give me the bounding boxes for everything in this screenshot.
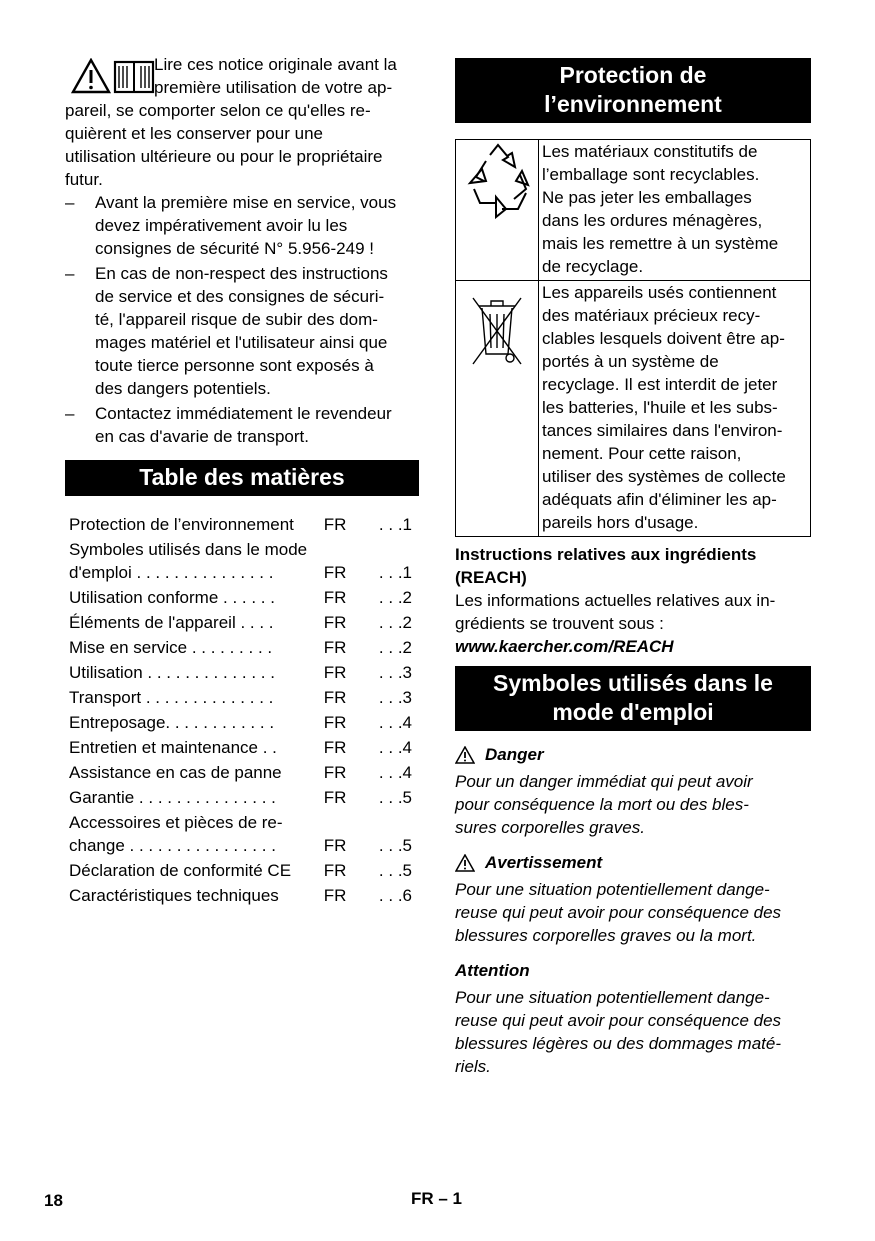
toc-page: . . .4 <box>378 713 412 732</box>
intro-line: pareil, se comporter selon ce qu'elles re- <box>65 101 371 120</box>
toc-row[interactable] <box>65 586 419 609</box>
toc-row[interactable] <box>65 661 419 684</box>
toc-page: . . .5 <box>378 836 412 855</box>
toc-row[interactable] <box>65 761 419 784</box>
page-number: 18 <box>44 1191 63 1210</box>
toc-title: Mise en service . . . . . . . . . <box>69 638 273 657</box>
intro-line: futur. <box>65 170 103 189</box>
reach-url-link[interactable]: www.kaercher.com/REACH <box>455 637 674 656</box>
toc-row[interactable] <box>65 786 419 809</box>
toc-page: . . .6 <box>378 886 412 905</box>
toc-row[interactable] <box>65 686 419 709</box>
weee-row <box>456 281 811 537</box>
intro-section <box>65 53 419 448</box>
intro-rest-lines <box>65 99 419 191</box>
toc-title: Déclaration de conformité CE <box>69 861 292 880</box>
recycle-row <box>456 140 811 281</box>
toc-title: Éléments de l'appareil . . . . <box>69 613 274 632</box>
bullet-line: en cas d'avarie de transport. <box>95 427 309 446</box>
intro-bullet-list <box>65 191 419 448</box>
bullet-line: Avant la première mise en service, vous <box>95 193 397 212</box>
toc-lang: FR <box>323 663 347 682</box>
bullet-line: consignes de sécurité N° 5.956-249 ! <box>95 239 374 258</box>
toc-lang: FR <box>323 515 347 534</box>
symbols-heading <box>455 666 811 731</box>
toc-title: Utilisation conforme . . . . . . <box>69 588 275 607</box>
toc-lang: FR <box>323 861 347 880</box>
toc-title: Accessoires et pièces de re- change . . . . . . . . . . . . . . . . <box>69 813 283 855</box>
heading-line: Protection de <box>559 62 707 88</box>
toc-row[interactable] <box>65 859 419 882</box>
reach-title: Instructions relatives aux ingrédients (REACH) <box>455 545 757 587</box>
left-column <box>65 53 419 909</box>
warning-label: Avertissement <box>455 851 811 874</box>
toc-lang: FR <box>323 588 347 607</box>
weee-text: Les appareils usés contiennent des matériaux précieux recy- clables lesquels doivent être ap- portés à un système de recyclage. Il est interdit de jeter les batteries, l'huile et les subs- tances similaires dans l'environ- nement. Pour cette raison, utiliser des systèmes de collecte adéquats afin d'éliminer les ap- pareils hors d'usage. <box>539 281 811 537</box>
bullet-line: de service et des consignes de sécuri- <box>95 287 385 306</box>
toc-title: Garantie . . . . . . . . . . . . . . . <box>69 788 276 807</box>
toc-lang: FR <box>323 713 347 732</box>
toc-title: Transport . . . . . . . . . . . . . . <box>69 688 274 707</box>
recycle-icon-cell <box>456 140 539 281</box>
toc-title: Symboles utilisés dans le mode d'emploi . . . . . . . . . . . . . . . <box>69 540 308 582</box>
bullet-line: toute tierce personne sont exposés à <box>95 356 374 375</box>
bullet-item <box>65 262 419 400</box>
toc-page: . . .1 <box>378 563 412 582</box>
dash-marker: – <box>65 404 75 423</box>
toc-lang: FR <box>323 613 347 632</box>
toc-title: Assistance en cas de panne <box>69 763 282 782</box>
toc-lang: FR <box>323 763 347 782</box>
warning-text: Pour une situation potentiellement dange- reuse qui peut avoir pour conséquence des blessures corporelles graves ou la mort. <box>455 880 782 945</box>
toc-row[interactable] <box>65 538 419 584</box>
environment-table <box>455 139 811 537</box>
toc-page: . . .2 <box>378 588 412 607</box>
toc-lang: FR <box>323 563 347 582</box>
toc-lang: FR <box>323 788 347 807</box>
toc-title: Entreposage. . . . . . . . . . . . <box>69 713 275 732</box>
bullet-line: des dangers potentiels. <box>95 379 271 398</box>
intro-line: Lire ces notice originale avant la <box>154 55 397 74</box>
toc-title: Entretien et maintenance . . <box>69 738 277 757</box>
crossed-bin-icon <box>467 288 527 372</box>
toc-row[interactable] <box>65 884 419 907</box>
toc-heading: Table des matières <box>65 460 419 496</box>
recycle-text: Les matériaux constitutifs de l’emballage sont recyclables. Ne pas jeter les emballages dans les ordures ménagères, mais les remettre à un système de recyclage. <box>539 140 811 281</box>
toc-lang: FR <box>323 688 347 707</box>
warning-triangle-icon <box>455 854 475 872</box>
bullet-line: mages matériel et l'utilisateur ainsi que <box>95 333 388 352</box>
intro-line: utilisation ultérieure ou pour le propriétaire <box>65 147 383 166</box>
heading-line: Symboles utilisés dans le <box>493 670 773 696</box>
toc-page: . . .4 <box>378 763 412 782</box>
toc-page: . . .2 <box>378 613 412 632</box>
toc-page: . . .1 <box>378 515 412 534</box>
toc-page: . . .4 <box>378 738 412 757</box>
dash-marker: – <box>65 193 75 212</box>
toc-row[interactable] <box>65 736 419 759</box>
toc-lang: FR <box>323 738 347 757</box>
toc-page: . . .2 <box>378 638 412 657</box>
toc-row[interactable] <box>65 711 419 734</box>
toc-lang: FR <box>323 886 347 905</box>
bullet-line: En cas de non-respect des instructions <box>95 264 388 283</box>
lang-page-label: FR – 1 <box>411 1189 463 1208</box>
toc-lang: FR <box>323 638 347 657</box>
bullet-line: Contactez immédiatement le revendeur <box>95 404 392 423</box>
bullet-line: devez impérativement avoir lu les <box>95 216 348 235</box>
weee-icon-cell <box>456 281 539 537</box>
right-column <box>455 58 811 1078</box>
recycle-icon <box>462 141 532 221</box>
environment-heading <box>455 58 811 123</box>
heading-line: mode d'emploi <box>552 699 714 725</box>
warning-manual-icon <box>71 58 155 94</box>
dash-marker: – <box>65 264 75 283</box>
toc-page: . . .5 <box>378 788 412 807</box>
toc-title: Protection de l’environnement <box>69 515 294 534</box>
toc-row[interactable] <box>65 611 419 634</box>
toc-row[interactable] <box>65 513 419 536</box>
toc-title: Caractéristiques techniques <box>69 886 279 905</box>
bullet-item <box>65 402 419 448</box>
bullet-item <box>65 191 419 260</box>
heading-line: l’environnement <box>544 91 722 117</box>
danger-label: Danger <box>455 743 811 766</box>
toc-page: . . .3 <box>378 663 412 682</box>
reach-text: Les informations actuelles relatives aux in- grédients se trouvent sous : <box>455 591 776 633</box>
toc-page: . . .5 <box>378 861 412 880</box>
toc-lang: FR <box>323 836 347 855</box>
danger-text: Pour un danger immédiat qui peut avoir pour conséquence la mort ou des bles- sures corporelles graves. <box>455 772 753 837</box>
table-of-contents <box>65 513 419 907</box>
toc-page: . . .3 <box>378 688 412 707</box>
toc-row[interactable] <box>65 636 419 659</box>
warning-triangle-icon <box>455 746 475 764</box>
bullet-line: té, l'appareil risque de subir des dom- <box>95 310 378 329</box>
attention-text: Pour une situation potentiellement dange- reuse qui peut avoir pour conséquence des blessures légères ou des dommages maté- riels. <box>455 988 782 1076</box>
intro-line: première utilisation de votre ap- <box>154 78 393 97</box>
attention-label: Attention <box>455 961 530 980</box>
toc-title: Utilisation . . . . . . . . . . . . . . <box>69 663 275 682</box>
intro-line: quièrent et les conserver pour une <box>65 124 323 143</box>
toc-row[interactable] <box>65 811 419 857</box>
